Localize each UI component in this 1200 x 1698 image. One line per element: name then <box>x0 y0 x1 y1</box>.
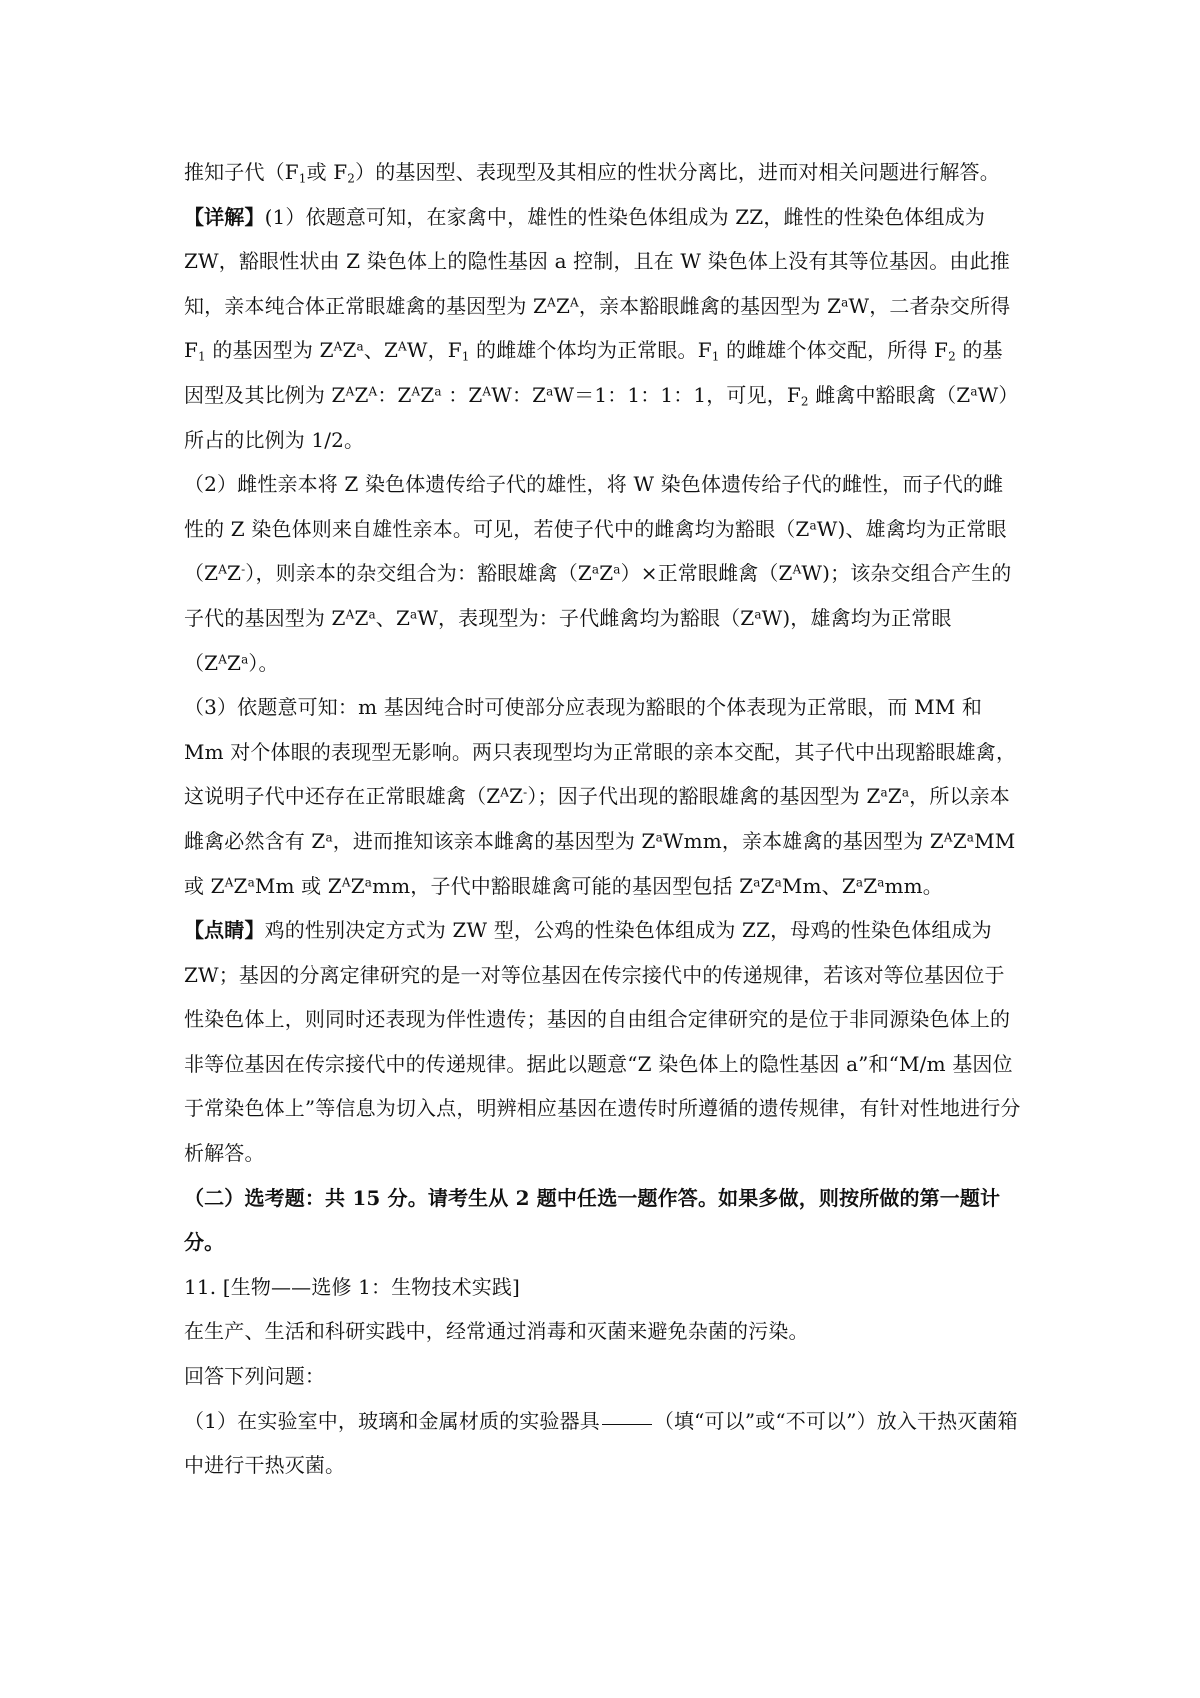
paragraph-detail-answer-3: （3）依题意可知：m 基因纯合时可使部分应表现为豁眼的个体表现为正常眼，而 MM 和 Mm 对个体眼的表现型无影响。两只表现型均为正常眼的亲本交配，其子代中出现豁眼雄禽，这说明子代中还存在正常眼雄禽$(Z^AZ^-)$；因子代出现的豁眼雄禽的基因型为 $Z^aZ^a$，所以亲本雌禽必然含有 $Z^a$，进而推知该亲本雌禽的基因型为 $Z^aWmm$，亲本雄禽的基因型为 $Z^AZ^aMM$ 或 $Z^AZ^aMm$ 或 $Z^AZ^amm$，子代中豁眼雄禽可能的基因型包括 $Z^aZ^aMm$、$Z^aZ^amm$。 <box>184 695 1017 898</box>
question-title: 11. [生物——选修 1：生物技术实践] <box>184 1274 521 1299</box>
question-instruction: 回答下列问题： <box>184 1364 326 1389</box>
paragraph-key-points: 【点睛】鸡的性别决定方式为 ZW 型，公鸡的性染色体组成为 ZZ，母鸡的性染色体组成为 ZW；基因的分离定律研究的是一对等位基因在传宗接代中的传递规律，若该对等位基因位于性染色体上，则同时还表现为伴性遗传；基因的自由组合定律研究的是位于非同源染色体上的非等位基因在传宗接代中的传递规律。据此以题意“Z 染色体上的隐性基因 a”和“M/m 基因位于常染色体上”等信息为切入点，明辨相应基因在遗传时所遵循的遗传规律，有针对性地进行分析解答。 <box>184 918 1021 1166</box>
paragraph-continuation: 推知子代（$F_1$或 $F_2$）的基因型、表现型及其相应的性状分离比，进而对相关问题进行解答。 <box>184 160 1000 186</box>
document-body <box>184 150 1022 1488</box>
paragraph-detail-answer-2: （2）雌性亲本将 Z 染色体遗传给子代的雄性，将 W 染色体遗传给子代的雌性，而子代的雌性的 Z 染色体则来自雄性亲本。可见，若使子代中的雌禽均为豁眼$(Z^aW)$、雄禽均为正常眼$(Z^AZ^-)$，则亲本的杂交组合为：豁眼雄禽$(Z^aZ^a)\times$正常眼雌禽$(Z^AW)$；该杂交组合产生的子代的基因型为 $Z^AZ^a$、$Z^aW$，表现型为：子代雌禽均为豁眼$(Z^aW)$，雄禽均为正常眼$(Z^AZ^a)$。 <box>184 472 1012 675</box>
question-part-1: （1）在实验室中，玻璃和金属材质的实验器具 （填“可以”或“不可以”）放入干热灭菌箱中进行干热灭菌。 <box>184 1408 1018 1478</box>
paragraph-detail-answer-1: 【详解】(1）依题意可知，在家禽中，雄性的性染色体组成为 ZZ，雌性的性染色体组成为 ZW，豁眼性状由 Z 染色体上的隐性基因 a 控制，且在 W 染色体上没有其等位基因。由此推知，亲本纯合体正常眼雄禽的基因型为 $Z^AZ^A$，亲本豁眼雌禽的基因型为 $Z^aW$，二者杂交所得 $F_1$ 的基因型为 $Z^AZ^a$、$Z^AW$，$F_1$ 的雌雄个体均为正常眼。$F_1$ 的雌雄个体交配，所得 $F_2$ 的基因型及其比例为 $Z^AZ^A$：$Z^AZ^a$ ：$Z^AW$：$Z^aW=1$：1：1：1，可见，$F_2$ 雌禽中豁眼禽$(Z^aW)$所占的比例为 1/2。 <box>184 204 1019 452</box>
section-heading-elective: （二）选考题：共 15 分。请考生从 2 题中任选一题作答。如果多做，则按所做的第一题计分。 <box>184 1185 1001 1255</box>
question-intro: 在生产、生活和科研实践中，经常通过消毒和灭菌来避免杂菌的污染。 <box>184 1319 809 1344</box>
